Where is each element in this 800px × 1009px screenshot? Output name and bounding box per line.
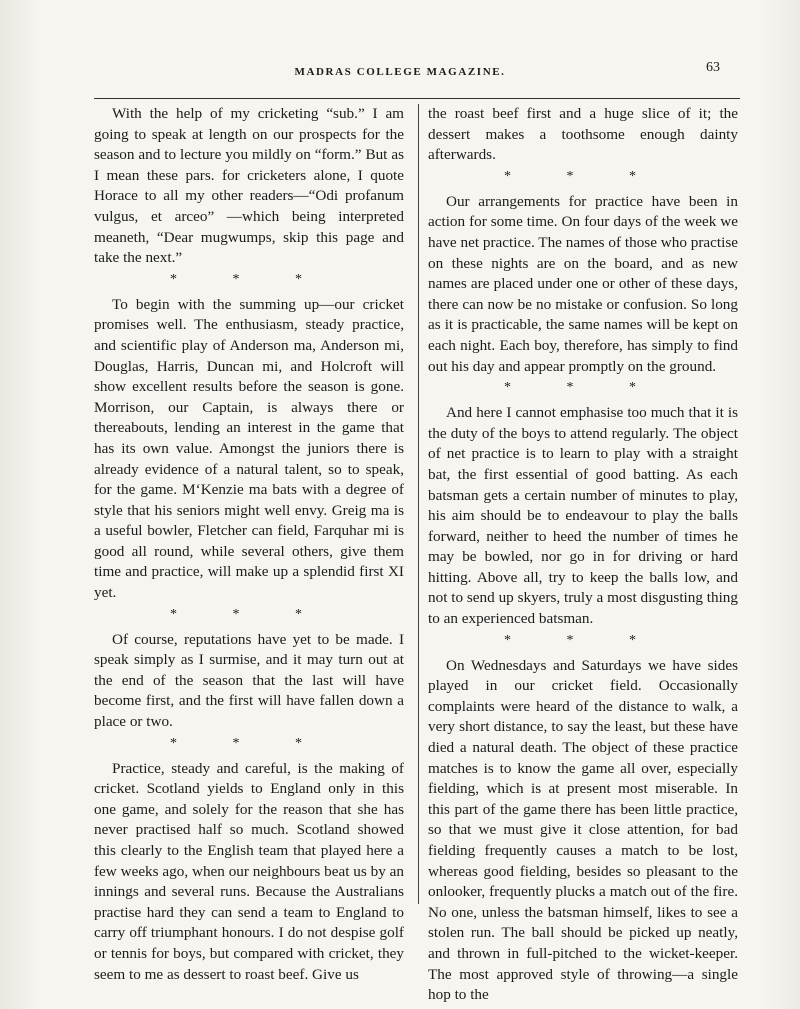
left-column [94,104,404,985]
column-divider [418,104,419,904]
section-separator: * * * [170,271,328,287]
running-header: MADRAS COLLEGE MAGAZINE. [294,66,506,78]
section-separator: * * * [504,380,662,396]
paragraph: Our arrangements for practice have been in action for some time. On four days of the week we have net practice. The names of those who practise on these nights are on the board, and as new names are placed under one or other of these days, there can now be no mistake or confusion. So long as it is practicable, the same names will be kept on each night. Each boy, therefore, has simply to find out his day and appear promptly on the ground. [428,192,738,375]
paragraph: To begin with the summing up—our cricket promises well. The enthusiasm, steady practice, and scientific play of Anderson ma, Anderson mi, Douglas, Harris, Duncan mi, and Holcroft will show excellent results before the season is gone. Morrison, our Captain, is always there or thereabouts, lending an interest in the game that has its own value. Amongst the juniors there is already evidence of a natural talent, so to speak, for the game. M‘Kenzie ma bats with a degree of style that his seniors might well envy. Greig ma is a useful bowler, Fletcher can field, Farquhar mi is good all round, while several others, give them time and practice, will make up a splendid first XI yet. [94,295,404,602]
header-rule [94,98,740,99]
paragraph: And here I cannot emphasise too much that it is the duty of the boys to attend regularly. The object of net practice is to learn to play with a straight bat, the first essential of good batting. As each batsman gets a certain number of minutes to play, his aim should be to endeavour to play the balls forward, neither to heed the number of times he may be bowled, nor go in for driving or hard hitting. Above all, try to keep the balls low, and not to send up skyers, truly a most disgusting thing to an experienced batsman. [428,404,738,628]
paragraph: Of course, reputations have yet to be made. I speak simply as I surmise, and it may turn out at the end of the season that the last will have become first, and the first will have fallen down a place or two. [94,630,404,731]
right-column [428,104,738,1006]
section-separator: * * * [170,735,328,751]
section-separator: * * * [504,168,662,184]
section-separator: * * * [170,606,328,622]
section-separator: * * * [504,632,662,648]
paragraph: With the help of my cricketing “sub.” I am going to speak at length on our prospects for the season and to lecture you mildly on “form.” But as I mean these pars. for cricketers alone, I quote Horace to all my other readers—“Odi profanum vulgus, et arceo” —which being interpreted meaneth, “Dear mugwumps, skip this page and take the next.” [94,105,404,267]
paragraph: Practice, steady and careful, is the making of cricket. Scotland yields to England only in this one game, and solely for the reason that she has never practised half so much. Scotland showed this clearly to the English team that played here a few weeks ago, when our neighbours beat us by an innings and several runs. Because the Australians practise hard they can send a team to England to carry off triumphant honours. I do not despise golf or tennis for boys, but compared with cricket, they seem to me as dessert to roast beef. Give us [94,759,404,983]
paragraph: On Wednesdays and Saturdays we have sides played in our cricket field. Occasionally complaints were heard of the distance to walk, a very short distance, to say the least, but these have died a natural death. The object of these practice matches is to know the game all over, especially fielding, which is at present most miserable. In this part of the game there has been little practice, so that we must give it close attention, for bad fielding frequently causes a match to be lost, whereas good fielding, besides so pleasant to the onlooker, frequently plucks a match out of the fire. No one, unless the batsman himself, likes to see a stolen run. The ball should be picked up neatly, and thrown in full-pitched to the wicket-keeper. The most approved style of throwing—a single hop to the [428,656,738,1004]
page-number: 63 [706,60,720,75]
paragraph: the roast beef first and a huge slice of it; the dessert makes a toothsome enough dainty afterwards. [428,105,738,164]
